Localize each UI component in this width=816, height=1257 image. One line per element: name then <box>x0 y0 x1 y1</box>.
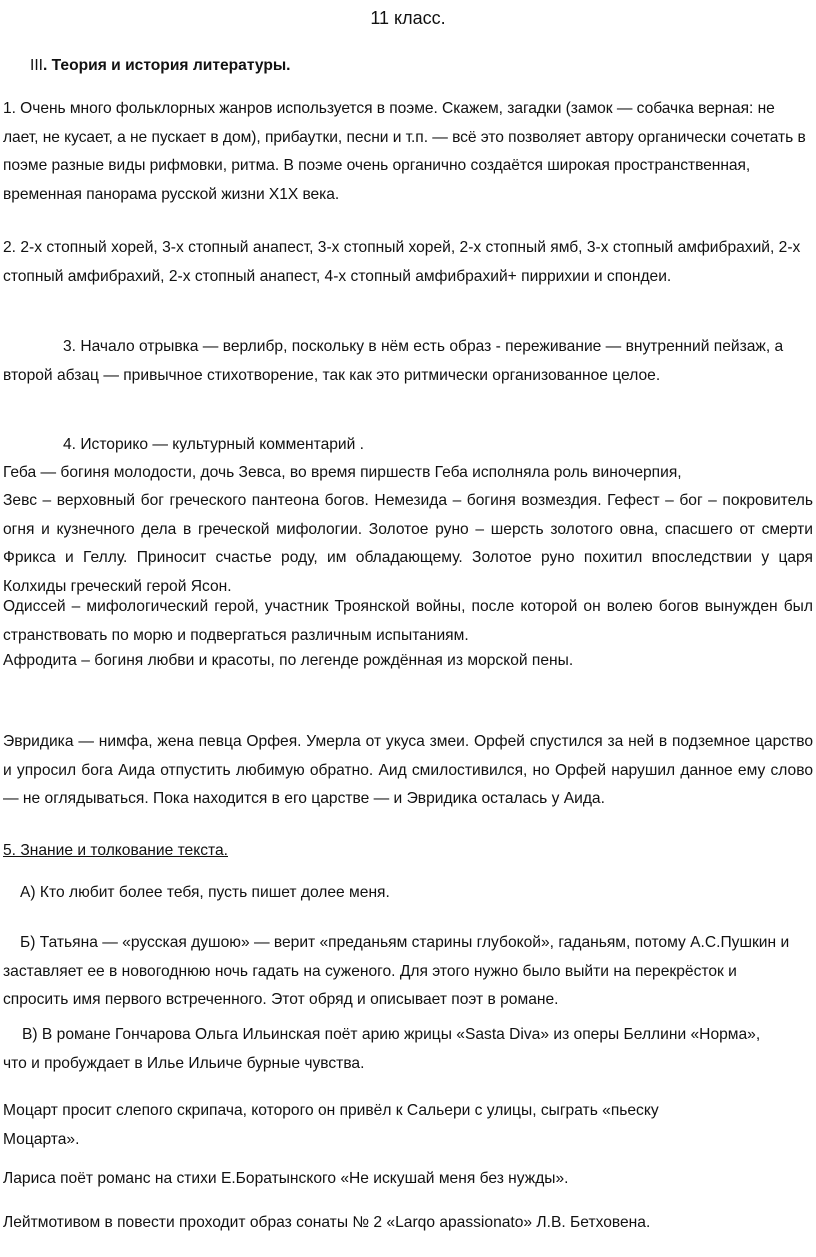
answer-leitmotiv: Лейтмотивом в повести проходит образ сонаты № 2 «Larqo apassionato» Л.В. Бетховена. <box>3 1214 651 1231</box>
section-5-heading <box>0 837 816 866</box>
page-title: 11 класс. <box>370 8 446 28</box>
answer-larisa: Лариса поёт романс на стихи Е.Боратынского «Не искушай меня без нужды». <box>3 1170 569 1187</box>
comment-zeus: Зевс – верховный бог греческого пантеона богов. Немезида – богиня возмездия. Гефест – бог – покровитель огня и кузнечного дела в греческой мифологии. Золотое руно – шерсть золотого овна, спасшего от смерти Фрикса и Геллу. Приносит счастье роду, им обладающему. Золотое руно похитил впоследствии у царя Колхиды греческий герой Ясон. <box>3 492 813 595</box>
section-heading-text: . Теория и история литературы. <box>43 57 291 74</box>
answer-a: А) Кто любит более тебя, пусть пишет долее меня. <box>20 884 390 901</box>
answer-b: Б) Татьяна — «русская душою» — верит «преданьям старины глубокой», гаданьям, потому А.С.Пушкин и заставляет ее в новогоднюю ночь гадать на суженого. Для этого нужно было выйти на перекрёсток и спросить имя первого встреченного. Этот обряд и описывает поэт в романе. <box>3 934 790 1008</box>
section-roman-numeral: III <box>30 57 43 74</box>
answer-mozart: Моцарт просит слепого скрипача, которого он привёл к Сальери с улицы, сыграть «пьеску Моцарта». <box>3 1102 659 1148</box>
comment-heba: Геба — богиня молодости, дочь Зевса, во время пиршеств Геба исполняла роль виночерпия, <box>3 464 682 481</box>
paragraph-verlibre: 3. Начало отрывка — верлибр, поскольку в нём есть образ - переживание — внутренний пейзаж, а второй абзац — привычное стихотворение, так как это ритмически организованное целое. <box>3 338 784 384</box>
paragraph-meters: 2. 2-х стопный хорей, 3-х стопный анапест, 3-х стопный хорей, 2-х стопный ямб, 3-х стопный амфибрахий, 2-х стопный амфибрахий, 2-х стопный анапест, 4-х стопный амфибрахий+ пиррихии и спондеи. <box>3 239 801 285</box>
paragraph-folklore: 1. Очень много фольклорных жанров используется в поэме. Скажем, загадки (замок — собачка верная: не лает, не кусает, а не пускает в дом), прибаутки, песни и т.п. — всё это позволяет автору органически сочетать в поэме разные виды рифмовки, ритма. В поэме очень органично создаётся широкая пространственная, временная панорама русской жизни X1X века. <box>3 100 806 203</box>
answer-v: В) В романе Гончарова Ольга Ильинская поёт арию жрицы «Sasta Diva» из оперы Беллини «Норма», что и пробуждает в Илье Ильиче бурные чувства. <box>3 1026 761 1072</box>
comment-aphrodite: Афродита – богиня любви и красоты, по легенде рождённая из морской пены. <box>3 652 574 669</box>
comment-odysseus: Одиссей – мифологический герой, участник Троянской войны, после которой он волею богов вынужден был странствовать по морю и подвергаться различным испытаниям. <box>3 598 813 644</box>
comment-heading: 4. Историко — культурный комментарий . <box>63 436 365 453</box>
comment-eurydice: Эвридика — нимфа, жена певца Орфея. Умерла от укуса змеи. Орфей спустился за ней в подземное царство и упросил бога Аида отпустить любимую обратно. Аид смилостивился, но Орфей нарушил данное ему слово — не оглядываться. Пока находится в его царстве — и Эвридика осталась у Аида. <box>3 733 813 807</box>
section-5-heading-text: 5. Знание и толкование текста. <box>3 842 228 859</box>
section-heading <box>0 52 816 81</box>
